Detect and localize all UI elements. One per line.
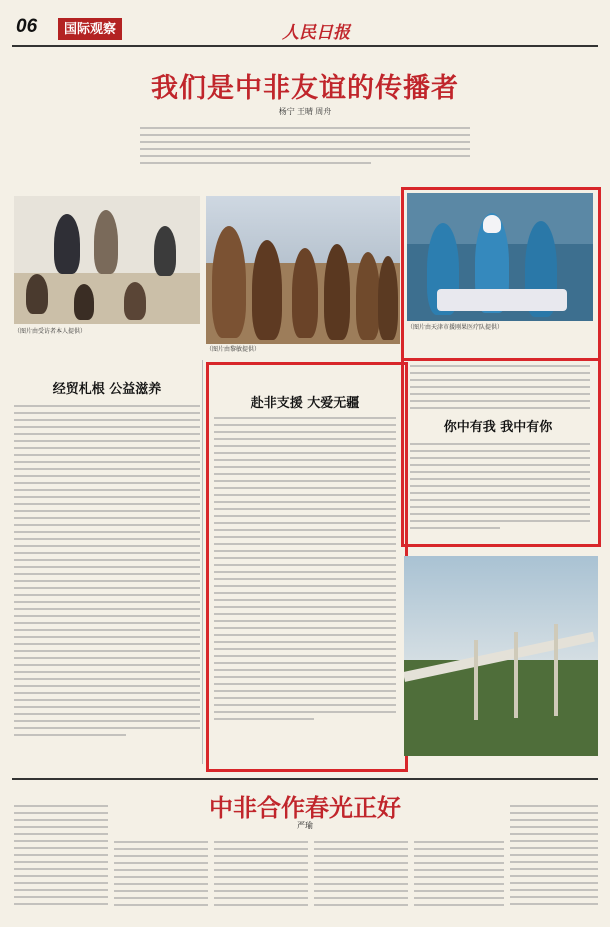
bottom-col-4 xyxy=(314,836,408,916)
main-byline: 杨宁 王晴 周舟 xyxy=(278,107,332,116)
photo-classroom xyxy=(14,196,200,324)
photo-operating-room xyxy=(407,193,593,321)
right-column-text xyxy=(410,438,590,538)
left-subhead: 经贸札根 公益滋养 xyxy=(52,382,162,397)
main-headline: 我们是中非友谊的传播者 xyxy=(151,73,459,104)
bottom-rule xyxy=(12,778,598,780)
bottom-col-3 xyxy=(214,836,308,916)
page-header xyxy=(12,16,598,44)
left-column-text xyxy=(14,400,200,764)
column-divider-1 xyxy=(202,360,203,764)
middle-column-text xyxy=(214,412,396,758)
bottom-col-6 xyxy=(510,800,598,916)
right-column-text-top xyxy=(410,360,590,418)
section-label: 国际观察 xyxy=(58,18,122,40)
lead-paragraph xyxy=(140,122,470,178)
photo-2-caption xyxy=(206,346,400,354)
page-number: 06 xyxy=(16,16,38,37)
photo-1-caption xyxy=(14,328,200,336)
header-rule xyxy=(12,45,598,47)
bottom-col-1 xyxy=(14,800,108,916)
photo-1-credit: （图片由受访者本人提供） xyxy=(14,329,87,335)
photo-2-credit: （图片由黎敏提供） xyxy=(206,347,261,353)
bottom-col-2 xyxy=(114,836,208,916)
photo-3-credit: （图片由天津市援刚果医疗队提供） xyxy=(407,325,504,331)
photo-crowd xyxy=(206,196,400,344)
photo-railway xyxy=(404,556,598,756)
photo-3-caption xyxy=(407,324,593,332)
middle-subhead: 赴非支援 大爱无疆 xyxy=(250,396,360,411)
right-subhead: 你中有我 我中有你 xyxy=(443,420,553,435)
bottom-headline: 中非合作春光正好 xyxy=(209,793,401,822)
masthead-logo: 人民日报 xyxy=(282,23,350,43)
bottom-col-5 xyxy=(414,836,504,916)
bottom-byline: 严瑜 xyxy=(297,821,313,830)
